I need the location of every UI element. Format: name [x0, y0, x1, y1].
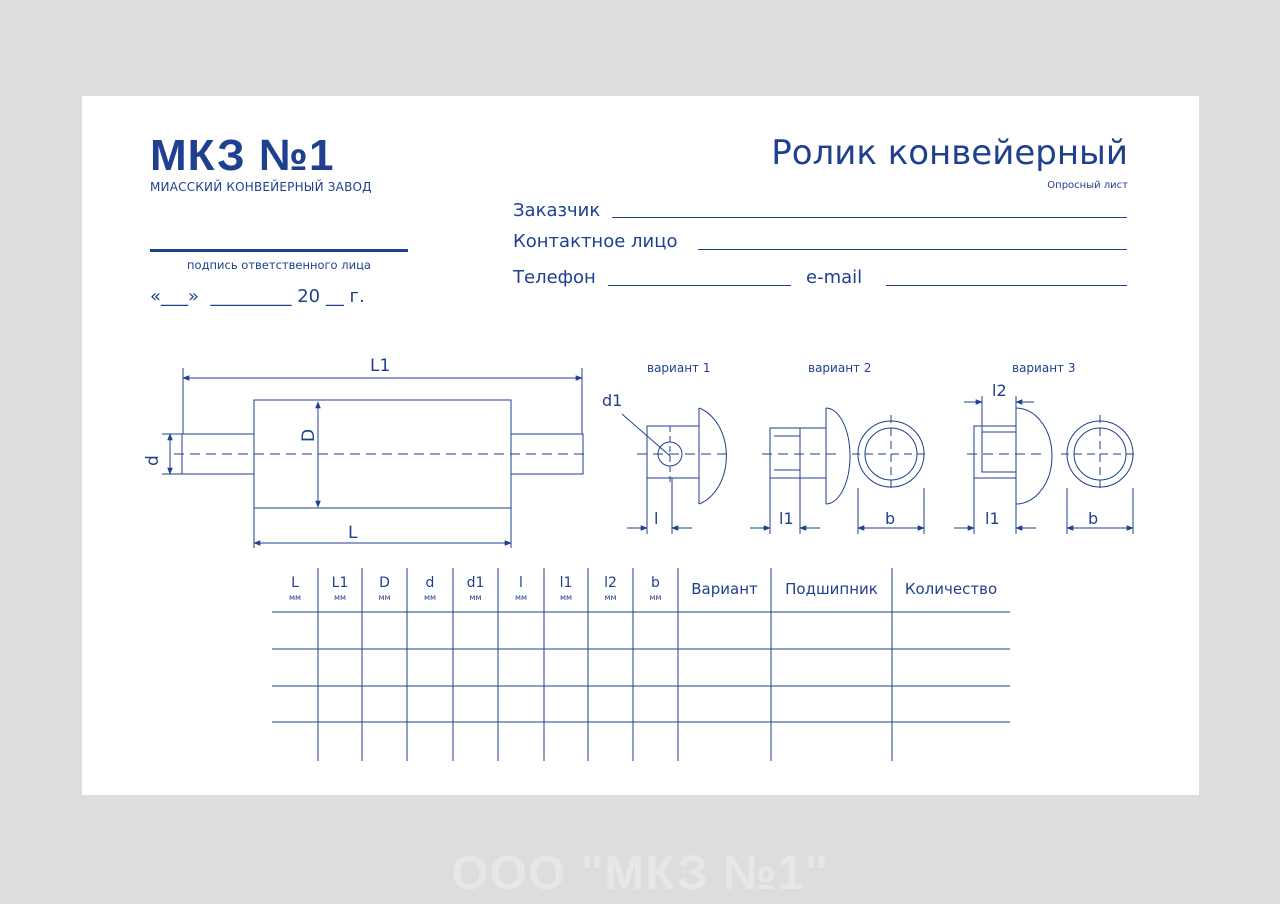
table-header-label: d1: [466, 575, 485, 591]
company-watermark: ООО "МКЗ №1": [451, 847, 829, 900]
dim-label-L: L: [348, 523, 358, 543]
variant-2-label-l1: l1: [779, 509, 794, 528]
phone-label: Телефон: [513, 267, 596, 288]
variant-3-label-l2: l2: [992, 381, 1007, 400]
table-header-unit: мм: [469, 593, 482, 602]
variant-1-drawing: [622, 408, 732, 534]
dim-label-L1: L1: [370, 356, 391, 376]
company-logo-title: МКЗ №1: [150, 131, 335, 180]
table-header-cell: [633, 575, 678, 602]
table-header-unit: мм: [604, 593, 617, 602]
table-header-unit: мм: [649, 593, 662, 602]
date-field[interactable]: «___» _________ 20 __ г.: [150, 286, 365, 307]
signature-caption: подпись ответственного лица: [187, 258, 371, 272]
table-header-cell: [678, 580, 771, 598]
dim-label-D: D: [299, 428, 319, 442]
table-header-cell: [544, 575, 588, 602]
roller-body-drawing: [162, 368, 587, 548]
form-title: Ролик конвейерный: [771, 133, 1128, 173]
variant-3-drawing: [954, 396, 1139, 534]
variant-3-label-b: b: [1088, 509, 1099, 528]
table-header-label: Количество: [904, 580, 998, 598]
customer-label: Заказчик: [513, 200, 601, 221]
table-header-label: l2: [604, 575, 617, 591]
form-subtitle: Опросный лист: [1047, 180, 1128, 191]
table-header-unit: мм: [378, 593, 391, 602]
table-header-unit: мм: [423, 593, 437, 602]
table-header-label: d: [425, 575, 435, 591]
variant-3-title: вариант 3: [1012, 361, 1076, 375]
table-header-cell: [588, 575, 633, 602]
table-header-label: D: [379, 575, 390, 591]
table-header-cell: [892, 580, 1010, 598]
table-header-label: l1: [559, 575, 573, 591]
variant-2-title: вариант 2: [808, 361, 872, 375]
questionnaire-sheet: [82, 96, 1199, 795]
variant-3-label-l1: l1: [985, 509, 1000, 528]
contact-label: Контактное лицо: [513, 231, 678, 252]
table-header-label: Подшипник: [785, 580, 878, 598]
table-header-unit: мм: [333, 593, 347, 602]
company-logo-subtitle: МИАССКИЙ КОНВЕЙЕРНЫЙ ЗАВОД: [150, 180, 372, 194]
table-header-unit: мм: [559, 593, 573, 602]
variant-1-label-d1: d1: [602, 391, 623, 410]
table-header-label: b: [651, 575, 660, 591]
table-header-cell: [362, 575, 407, 602]
email-label: e-mail: [806, 267, 863, 288]
table-header-label: L1: [331, 575, 349, 591]
table-header-cell: [453, 575, 498, 602]
table-header-unit: мм: [514, 593, 528, 602]
table-header-label: L: [291, 575, 299, 591]
dim-label-d: d: [143, 455, 163, 466]
table-header-cell: [771, 580, 892, 598]
table-header-unit: мм: [288, 593, 302, 602]
variant-2-label-b: b: [885, 509, 896, 528]
table-header-cell: [272, 575, 318, 602]
table-header-label: l: [519, 575, 523, 591]
table-header-cell: [498, 575, 544, 602]
variant-2-drawing: [750, 408, 930, 534]
variant-1-title: вариант 1: [647, 361, 711, 375]
table-header-cell: [407, 575, 453, 602]
variant-1-label-l: l: [654, 509, 659, 528]
table-header-cell: [318, 575, 362, 602]
table-header-label: Вариант: [691, 580, 758, 598]
roller-technical-drawing: [82, 96, 1199, 795]
